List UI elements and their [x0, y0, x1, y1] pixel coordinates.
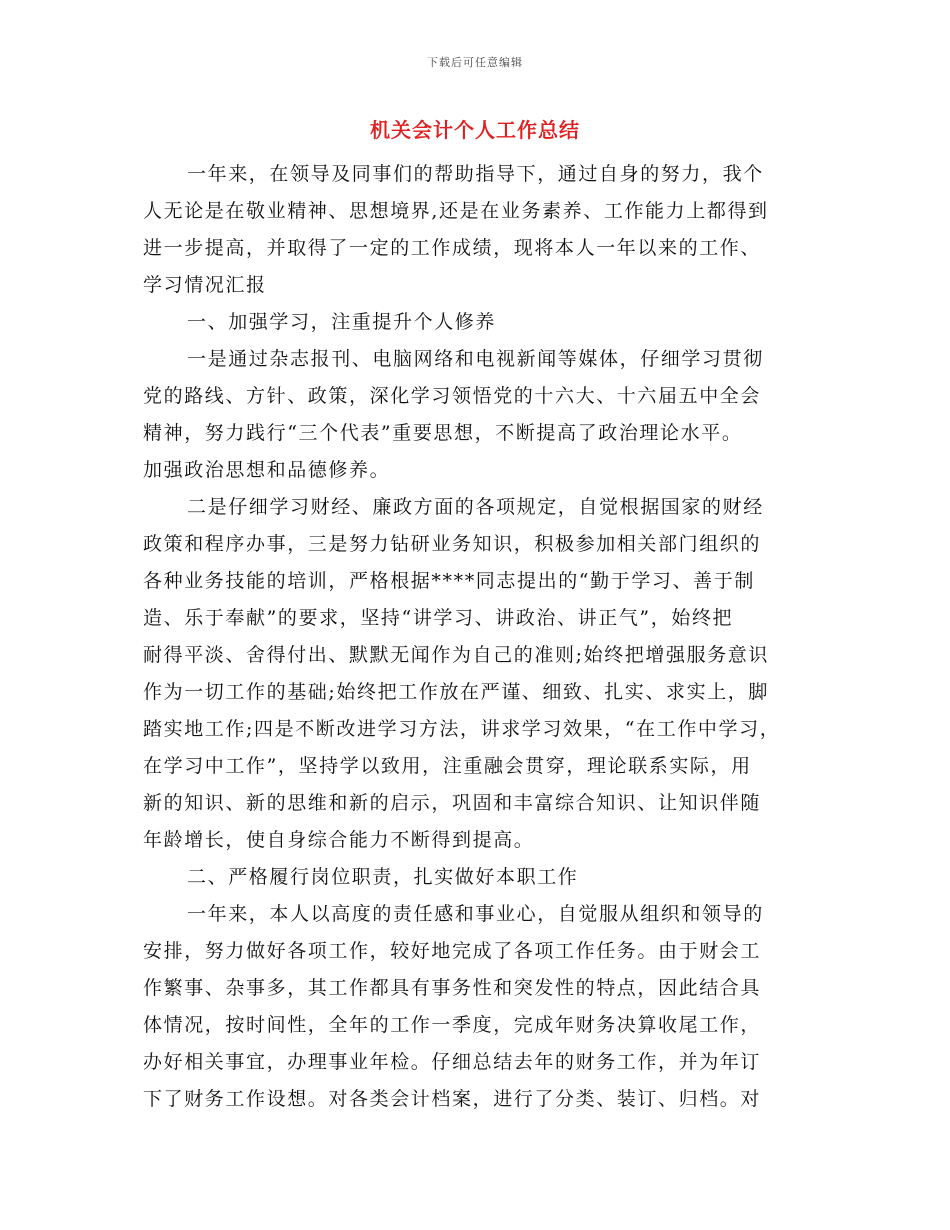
paragraph-line: 各种业务技能的培训，严格根据****同志提出的“勤于学习、善于制: [143, 570, 755, 592]
paragraph-line: 安排，努力做好各项工作，较好地完成了各项工作任务。由于财会工: [143, 940, 762, 962]
paragraph-line: 一是通过杂志报刊、电脑网络和电视新闻等媒体，仔细学习贯彻: [187, 348, 764, 370]
paragraph-line: 一年来，本人以高度的责任感和事业心，自觉服从组织和领导的: [187, 903, 764, 925]
header-note: 下载后可任意编辑: [427, 56, 523, 69]
paragraph-line: 新的知识、新的思维和新的启示，巩固和丰富综合知识、让知识伴随: [143, 792, 762, 814]
paragraph-line: 二、严格履行岗位职责，扎实做好本职工作: [187, 866, 579, 888]
paragraph-line: 人无论是在敬业精神、思想境界,还是在业务素养、工作能力上都得到: [143, 200, 769, 222]
paragraph-line: 作为一切工作的基础;始终把工作放在严谨、细致、扎实、求实上，脚: [143, 681, 770, 703]
paragraph-line: 一、加强学习，注重提升个人修养: [187, 311, 497, 333]
document-body: [143, 156, 823, 1118]
paragraph-line: 在学习中工作”，坚持学以致用，注重融会贯穿，理论联系实际，用: [143, 755, 752, 777]
paragraph-line: 下了财务工作设想。对各类会计档案，进行了分类、装订、归档。对: [143, 1088, 762, 1110]
paragraph-line: 耐得平淡、舍得付出、默默无闻作为自己的准则;始终把增强服务意识: [143, 644, 770, 666]
paragraph-line: 体情况，按时间性，全年的工作一季度，完成年财务决算收尾工作，: [143, 1014, 762, 1036]
paragraph-line: 办好相关事宜，办理事业年检。仔细总结去年的财务工作，并为年订: [143, 1051, 762, 1073]
paragraph-line: 年龄增长，使自身综合能力不断得到提高。: [143, 829, 535, 851]
paragraph-line: 党的路线、方针、政策，深化学习领悟党的十六大、十六届五中全会: [143, 385, 762, 407]
paragraph-line: 精神，努力践行“三个代表”重要思想，不断提高了政治理论水平。: [143, 422, 743, 444]
paragraph-line: 踏实地工作;四是不断改进学习方法，讲求学习效果，“在工作中学习，: [143, 718, 781, 740]
paragraph-line: 学习情况汇报: [143, 274, 267, 296]
paragraph-line: 作繁事、杂事多，其工作都具有事务性和突发性的特点，因此结合具: [143, 977, 762, 999]
paragraph-line: 政策和程序办事，三是努力钻研业务知识，积极参加相关部门组织的: [143, 533, 762, 555]
paragraph-line: 一年来，在领导及同事们的帮助指导下，通过自身的努力，我个: [187, 163, 764, 185]
paragraph-line: 二是仔细学习财经、廉政方面的各项规定，自觉根据国家的财经: [187, 496, 764, 518]
document-title: 机关会计个人工作总结: [370, 118, 580, 142]
paragraph-line: 加强政治思想和品德修养。: [143, 459, 391, 481]
paragraph-line: 造、乐于奉献”的要求，坚持“讲学习、讲政治、讲正气”，始终把: [143, 607, 734, 629]
paragraph-line: 进一步提高，并取得了一定的工作成绩，现将本人一年以来的工作、: [143, 237, 762, 259]
